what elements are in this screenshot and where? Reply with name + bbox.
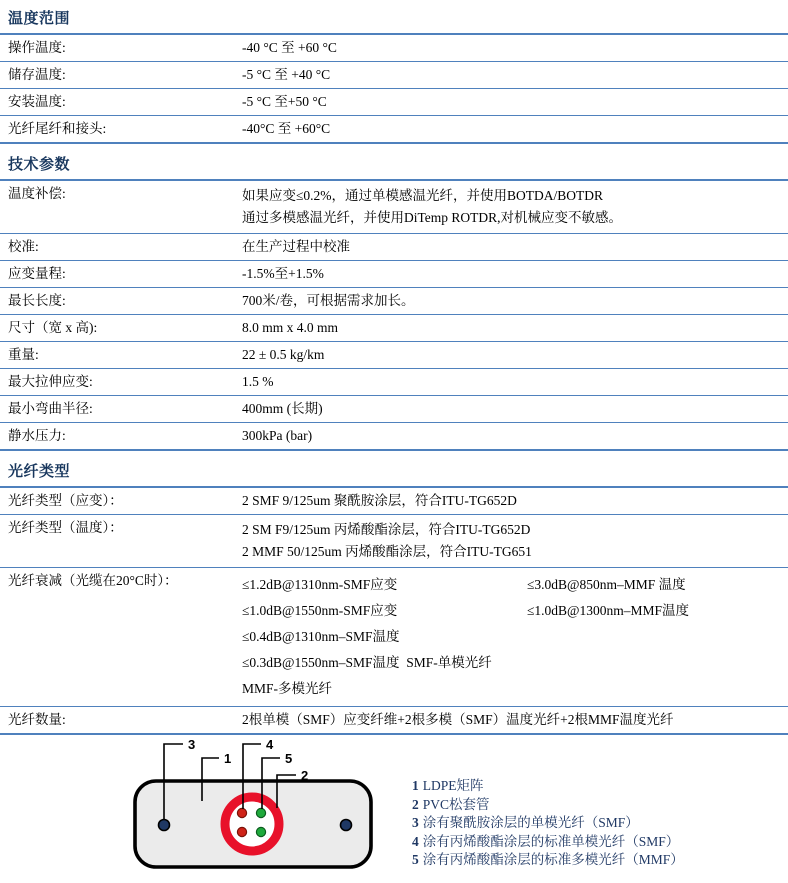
legend-item-text: 涂有丙烯酸酯涂层的标准单模光纤（SMF） bbox=[422, 833, 680, 849]
callout-label-3: 3 bbox=[188, 737, 196, 752]
row-label: 光纤数量: bbox=[8, 712, 66, 727]
legend-item-text: LDPE矩阵 bbox=[422, 778, 484, 793]
row-label: 最长长度: bbox=[8, 293, 66, 308]
legend-item-text: 涂有聚酰胺涂层的单模光纤（SMF） bbox=[422, 815, 639, 830]
spec-sections bbox=[0, 2, 788, 735]
row-value bbox=[242, 346, 788, 364]
row-value bbox=[242, 373, 788, 391]
attenuation-column-left bbox=[242, 572, 527, 702]
row-label: 操作温度: bbox=[8, 40, 66, 55]
spec-row bbox=[0, 116, 788, 144]
section bbox=[0, 2, 788, 144]
row-label: 校准: bbox=[8, 239, 39, 254]
row-label: 温度补偿: bbox=[8, 186, 66, 201]
row-label: 光纤类型（应变）： bbox=[8, 493, 123, 508]
spec-row bbox=[0, 315, 788, 342]
spec-row bbox=[0, 423, 788, 451]
diagram-legend bbox=[412, 777, 684, 883]
legend-item-text: 涂有丙烯酸酯涂层的标准多模光纤（MMF） bbox=[422, 852, 684, 867]
row-value-text: 300kPa (bar) bbox=[242, 428, 313, 443]
legend-item bbox=[412, 814, 684, 833]
attenuation-value: ≤0.4dB@1310nm–SMF温度 bbox=[242, 629, 400, 644]
spec-row bbox=[0, 35, 788, 62]
spec-row bbox=[0, 89, 788, 116]
attenuation-column-right bbox=[527, 572, 784, 702]
section bbox=[0, 144, 788, 451]
row-value-line: 2 SM F9/125um 丙烯酸酯涂层，符合ITU-TG652D bbox=[242, 522, 531, 537]
row-value-text: 400mm (长期) bbox=[242, 401, 323, 416]
callout-label-4: 4 bbox=[266, 737, 274, 752]
row-label: 重量: bbox=[8, 347, 39, 362]
row-label: 安装温度: bbox=[8, 94, 66, 109]
section bbox=[0, 451, 788, 735]
row-value bbox=[242, 427, 788, 445]
attenuation-value: ≤0.3dB@1550nm–SMF温度 SMF-单模光纤 MMF-多模光纤 bbox=[242, 655, 499, 696]
row-value bbox=[242, 185, 788, 229]
legend-item bbox=[412, 833, 684, 852]
spec-row bbox=[0, 369, 788, 396]
row-label: 尺寸（宽 x 高): bbox=[8, 320, 98, 335]
spec-row bbox=[0, 261, 788, 288]
attenuation-value: ≤3.0dB@850nm–MMF 温度 bbox=[527, 577, 686, 592]
row-value-line: 通过多模感温光纤，并使用DiTemp ROTDR,对机械应变不敏感。 bbox=[242, 210, 623, 225]
row-value-text: 2 SMF 9/125um 聚酰胺涂层，符合ITU-TG652D bbox=[242, 493, 517, 508]
section-title: 技术参数 bbox=[0, 144, 788, 181]
smf-temp-fiber-top bbox=[237, 808, 246, 817]
row-value-line: 2 MMF 50/125um 丙烯酸酯涂层，符合ITU-TG651 bbox=[242, 544, 532, 559]
smf-strain-fiber-left bbox=[159, 820, 170, 831]
legend-item-number: 2 bbox=[412, 796, 419, 812]
section-title: 温度范围 bbox=[0, 2, 788, 35]
row-value bbox=[242, 572, 788, 702]
mmf-temp-fiber-top bbox=[256, 808, 265, 817]
row-value bbox=[242, 319, 788, 337]
row-value bbox=[242, 711, 788, 729]
spec-row bbox=[0, 288, 788, 315]
smf-temp-fiber-bottom bbox=[237, 827, 246, 836]
spec-row bbox=[0, 515, 788, 568]
legend-item-number: 4 bbox=[412, 833, 419, 849]
row-value-text: 在生产过程中校准 bbox=[242, 239, 350, 254]
row-value-text: -40 °C 至 +60 °C bbox=[242, 40, 337, 55]
row-value bbox=[242, 400, 788, 418]
row-value-text: -5 °C 至 +40 °C bbox=[242, 67, 331, 82]
legend-item-number: 1 bbox=[412, 778, 419, 793]
row-value bbox=[242, 265, 788, 283]
callout-label-5: 5 bbox=[285, 751, 293, 766]
row-value-text: 700米/卷，可根据需求加长。 bbox=[242, 293, 415, 308]
attenuation-value: ≤1.0dB@1300nm–MMF温度 bbox=[527, 603, 689, 618]
row-value bbox=[242, 238, 788, 256]
cable-cross-section-diagram bbox=[0, 737, 412, 883]
row-value bbox=[242, 519, 788, 563]
pvc-loose-tube-ring bbox=[225, 797, 279, 851]
row-value bbox=[242, 39, 788, 57]
spec-row bbox=[0, 488, 788, 515]
spec-row bbox=[0, 62, 788, 89]
attenuation-value: ≤1.2dB@1310nm-SMF应变 bbox=[242, 577, 398, 592]
row-value-text: 1.5 % bbox=[242, 374, 274, 389]
row-label: 静水压力: bbox=[8, 428, 66, 443]
row-label: 储存温度: bbox=[8, 67, 66, 82]
attenuation-value: ≤1.0dB@1550nm-SMF应变 bbox=[242, 603, 398, 618]
mmf-temp-fiber-bottom bbox=[256, 827, 265, 836]
row-value-text: -1.5%至+1.5% bbox=[242, 266, 324, 281]
section-title: 光纤类型 bbox=[0, 451, 788, 488]
spec-row bbox=[0, 707, 788, 735]
row-label: 应变量程: bbox=[8, 266, 66, 281]
spec-row bbox=[0, 181, 788, 234]
row-value-text: 22 ± 0.5 kg/km bbox=[242, 347, 325, 362]
row-value-text: 8.0 mm x 4.0 mm bbox=[242, 320, 339, 335]
row-value bbox=[242, 120, 788, 138]
row-value bbox=[242, 66, 788, 84]
row-label: 光纤类型（温度）： bbox=[8, 520, 123, 535]
legend-item bbox=[412, 851, 684, 870]
callout-label-2: 2 bbox=[301, 768, 309, 783]
row-label: 最小弯曲半径: bbox=[8, 401, 93, 416]
row-value-line: 如果应变≤0.2%，通过单模感温光纤，并使用BOTDA/BOTDR bbox=[242, 188, 604, 203]
legend-item bbox=[412, 777, 684, 796]
spec-row bbox=[0, 234, 788, 261]
spec-row bbox=[0, 568, 788, 707]
row-label: 光纤尾纤和接头: bbox=[8, 121, 107, 136]
cable-cross-section-block bbox=[0, 737, 788, 883]
smf-strain-fiber-right bbox=[341, 820, 352, 831]
row-value bbox=[242, 292, 788, 310]
spec-row bbox=[0, 342, 788, 369]
row-value bbox=[242, 492, 788, 510]
spec-row bbox=[0, 396, 788, 423]
row-label: 光纤衰减（光缆在20°C时）： bbox=[8, 573, 178, 588]
row-value-text: -40°C 至 +60°C bbox=[242, 121, 331, 136]
row-value bbox=[242, 93, 788, 111]
legend-item-number: 3 bbox=[412, 815, 419, 830]
row-value-columns bbox=[242, 572, 784, 702]
row-label: 最大拉伸应变: bbox=[8, 374, 93, 389]
row-value-text: 2根单模（SMF）应变纤维+2根多模（SMF）温度光纤+2根MMF温度光纤 bbox=[242, 712, 674, 727]
legend-item bbox=[412, 796, 684, 815]
callout-label-1: 1 bbox=[224, 751, 232, 766]
legend-item-text: PVC松套管 bbox=[422, 796, 490, 812]
legend-item-number: 5 bbox=[412, 852, 419, 867]
row-value-text: -5 °C 至+50 °C bbox=[242, 94, 327, 109]
